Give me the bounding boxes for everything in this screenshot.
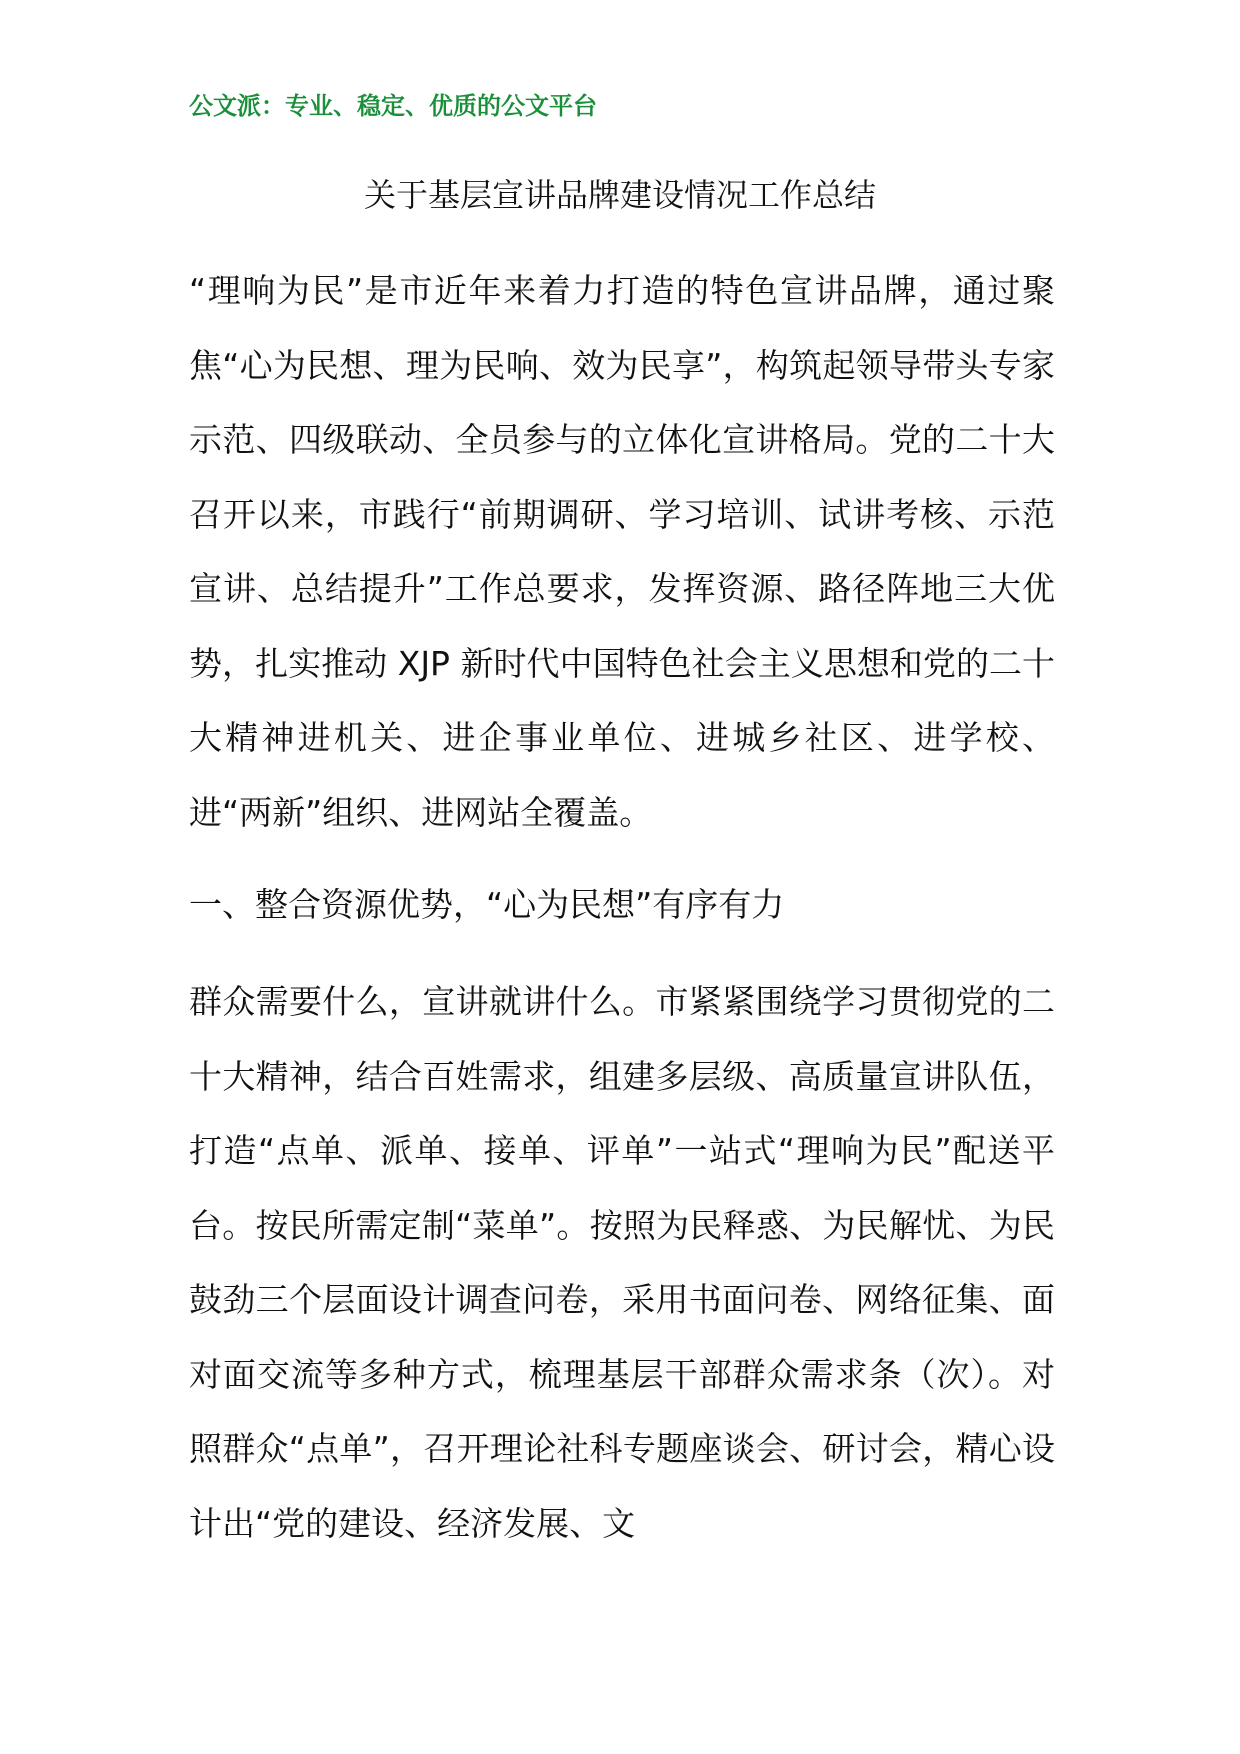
section-paragraph: 群众需要什么，宣讲就讲什么。市紧紧围绕学习贯彻党的二十大精神，结合百姓需求，组建多层级、高质量宣讲队伍，打造“点单、派单、接单、评单”一站式“理响为民”配送平台。按民所需定制“菜单”。按照为民释惑、为民解忧、为民鼓劲三个层面设计调查问卷，采用书面问卷、网络征集、面对面交流等多种方式，梳理基层干部群众需求条（次）。对照群众“点单”，召开理论社科专题座谈会、研讨会，精心设计出“党的建设、经济发展、文 xyxy=(189,982,1055,1543)
document-title: 关于基层宣讲品牌建设情况工作总结 xyxy=(363,176,876,214)
section-heading: 一、整合资源优势，“心为民想”有序有力 xyxy=(189,885,785,924)
intro-paragraph: “理响为民”是市近年来着力打造的特色宣讲品牌，通过聚焦“心为民想、理为民响、效为民享”，构筑起领导带头专家示范、四级联动、全员参与的立体化宣讲格局。党的二十大召开以来，市践行“前期调研、学习培训、试讲考核、示范宣讲、总结提升”工作总要求，发挥资源、路径阵地三大优势，扎实推动 XJP 新时代中国特色社会主义思想和党的二十大精神进机关、进企事业单位、进城乡社区、进学校、进“两新”组织、进网站全覆盖。 xyxy=(189,271,1055,832)
header-brand: 公文派：专业、稳定、优质的公文平台 xyxy=(189,92,597,120)
